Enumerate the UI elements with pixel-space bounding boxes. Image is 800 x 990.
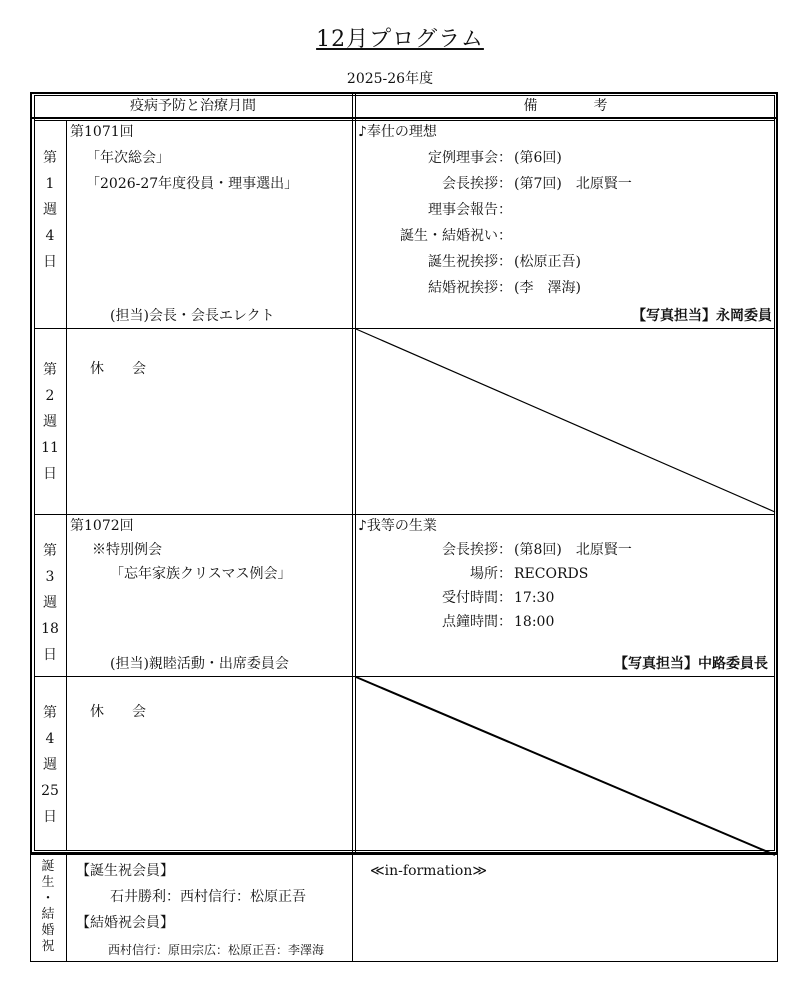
week1-label: 第 1 週 4 日	[43, 150, 57, 270]
footer-column-divider	[352, 854, 353, 962]
week2-closed: 休 会	[90, 361, 146, 377]
week3-item-value: RECORDS	[514, 566, 589, 582]
week1-photo: 【写真担当】永岡委員	[632, 308, 772, 324]
week1-item-value: (松原正吾)	[514, 254, 581, 270]
wedding-members: 西村信行：原田宗広：松原正吾：李澤海	[108, 943, 325, 957]
week3-item-key: 会長挨拶：	[442, 542, 512, 558]
week1-item-key: 会長挨拶：	[442, 176, 512, 192]
week3-topic: ※特別例会	[92, 542, 162, 558]
week3-song: ♪我等の生業	[358, 518, 437, 534]
birthday-members-title: 【誕生祝会員】	[76, 863, 174, 879]
week2-label: 第 2 週 11 日	[41, 362, 59, 482]
week3-item-value: (第8回) 北原賢一	[514, 542, 632, 558]
week1-item-value: (第6回)	[514, 150, 562, 166]
week3-in-charge: (担当)親睦活動・出席委員会	[110, 656, 289, 672]
week4-closed: 休 会	[90, 704, 146, 720]
week3-item-key: 受付時間：	[442, 590, 512, 606]
wedding-members-title: 【結婚祝会員】	[76, 915, 174, 931]
week3-label: 第 3 週 18 日	[41, 543, 59, 663]
birthday-members: 石井勝利：西村信行：松原正吾	[110, 889, 306, 905]
header-left: 疫病予防と治療月間	[130, 98, 256, 114]
week1-item-key: 誕生祝挨拶：	[428, 254, 512, 270]
week1-meeting-number: 第1071回	[70, 124, 134, 140]
week3-subtopic: 「忘年家族クリスマス例会」	[110, 566, 292, 582]
week1-item-key: 理事会報告：	[428, 202, 512, 218]
week1-subtopic: 「2026-27年度役員・理事選出」	[86, 176, 299, 192]
week3-item-value: 18:00	[514, 614, 555, 630]
week4-label: 第 4 週 25 日	[41, 705, 59, 825]
week3-item-value: 17:30	[514, 590, 555, 606]
header-right: 備 考	[523, 98, 608, 114]
footer-label-divider	[66, 854, 67, 962]
week1-topic: 「年次総会」	[86, 150, 170, 166]
week1-song: ♪奉仕の理想	[358, 124, 437, 140]
footer-label: 誕 生 ・ 結 婚 祝	[41, 859, 55, 954]
week1-item-key: 結婚祝挨拶：	[428, 280, 512, 296]
fiscal-year: 2025-26年度	[346, 71, 434, 87]
week1-item-key: 誕生・結婚祝い：	[400, 228, 512, 244]
week3-photo: 【写真担当】中路委員長	[614, 656, 768, 672]
week1-item-key: 定例理事会：	[428, 150, 512, 166]
week3-item-key: 点鐘時間：	[442, 614, 512, 630]
week3-meeting-number: 第1072回	[70, 518, 134, 534]
information-label: ≪in-formation≫	[370, 863, 488, 879]
page-title: 12月プログラム	[316, 27, 484, 52]
week1-item-value: (李 澤海)	[514, 280, 581, 296]
week1-in-charge: (担当)会長・会長エレクト	[110, 308, 275, 324]
week3-item-key: 場所：	[470, 566, 512, 582]
week1-item-value: (第7回) 北原賢一	[514, 176, 632, 192]
